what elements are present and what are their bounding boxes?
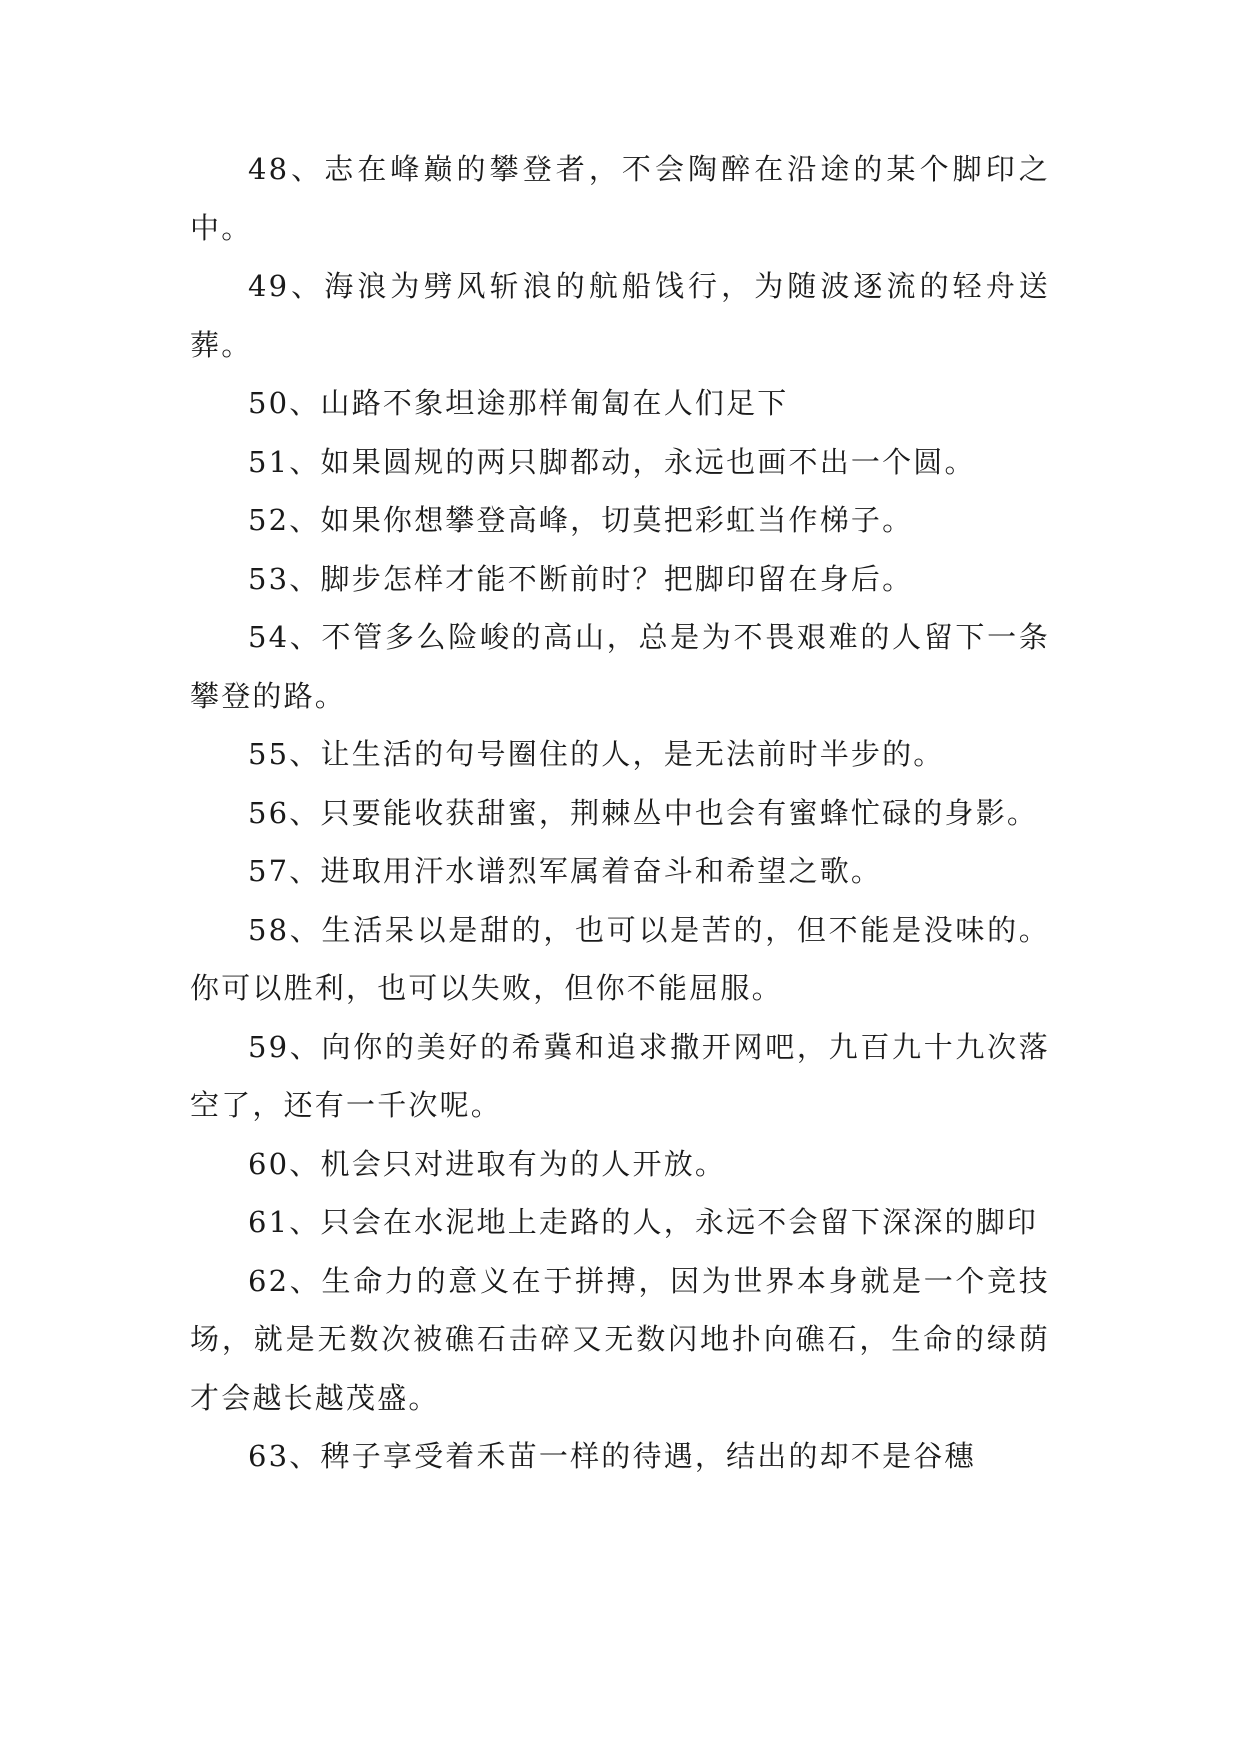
quote-paragraph: 56、只要能收获甜蜜，荆棘丛中也会有蜜蜂忙碌的身影。 <box>248 795 1039 830</box>
quote-paragraph: 50、山路不象坦途那样匍匐在人们足下 <box>248 386 789 420</box>
quote-paragraph: 58、生活呆以是甜的，也可以是苦的，但不能是没味的。你可以胜利，也可以失败，但你不能屈服。 <box>190 912 1050 1005</box>
quote-paragraph: 54、不管多么险峻的高山，总是为不畏艰难的人留下一条攀登的路。 <box>190 620 1050 713</box>
quote-paragraph: 59、向你的美好的希冀和追求撒开网吧，九百九十九次落空了，还有一千次呢。 <box>190 1029 1050 1122</box>
quote-paragraph: 49、海浪为劈风斩浪的航船饯行，为随波逐流的轻舟送葬。 <box>190 269 1050 362</box>
quote-paragraph: 61、只会在水泥地上走路的人，永远不会留下深深的脚印 <box>248 1205 1039 1239</box>
quote-paragraph: 53、脚步怎样才能不断前时？把脚印留在身后。 <box>248 561 914 596</box>
quote-paragraph: 52、如果你想攀登高峰，切莫把彩虹当作梯子。 <box>248 503 914 537</box>
quote-paragraph: 51、如果圆规的两只脚都动，永远也画不出一个圆。 <box>248 444 976 479</box>
quote-paragraph: 48、志在峰巅的攀登者，不会陶醉在沿途的某个脚印之中。 <box>190 152 1050 245</box>
document-page <box>190 140 1050 1486</box>
quote-paragraph: 60、机会只对进取有为的人开放。 <box>248 1146 727 1181</box>
quote-paragraph: 55、让生活的句号圈住的人，是无法前时半步的。 <box>248 737 945 771</box>
quote-paragraph: 57、进取用汗水谱烈军属着奋斗和希望之歌。 <box>248 854 883 888</box>
quote-paragraph: 62、生命力的意义在于拼搏，因为世界本身就是一个竞技场，就是无数次被礁石击碎又无数闪地扑向礁石，生命的绿荫才会越长越茂盛。 <box>190 1263 1050 1415</box>
quote-paragraph: 63、稗子享受着禾苗一样的待遇，结出的却不是谷穗 <box>248 1439 976 1473</box>
